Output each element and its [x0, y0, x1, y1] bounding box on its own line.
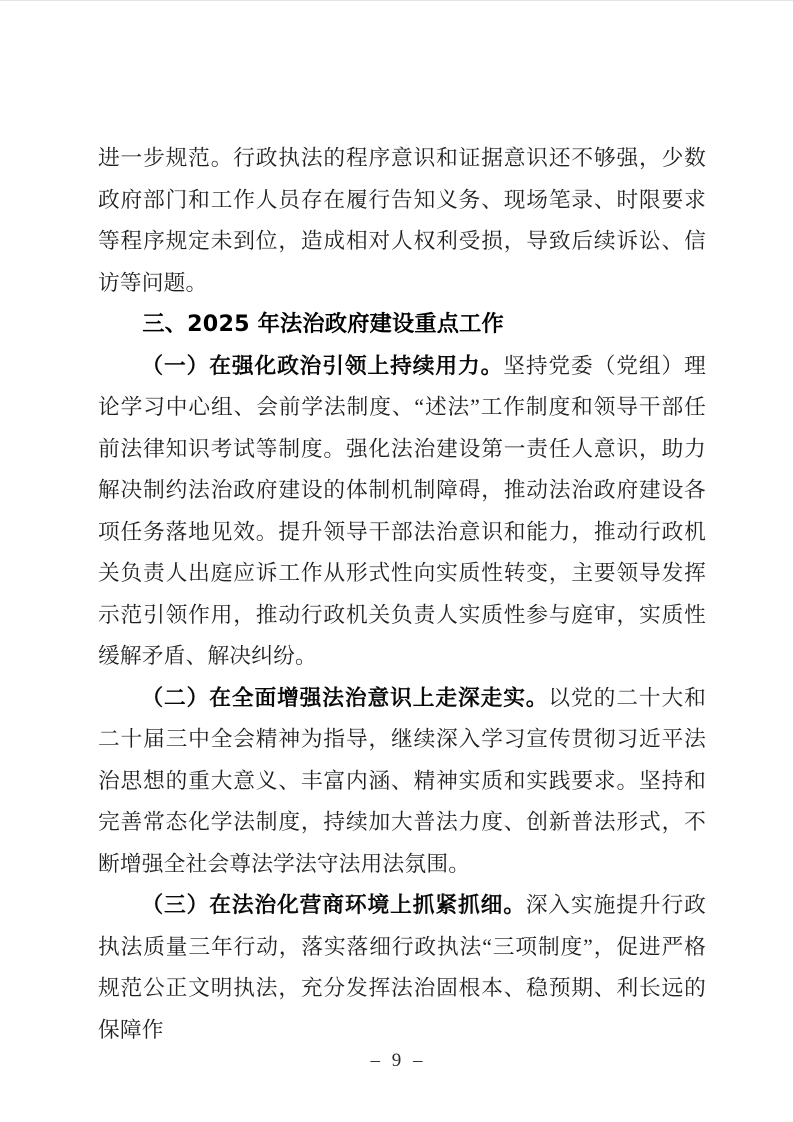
item-3-lead: （三）在法治化营商环境上抓紧抓细。: [141, 893, 526, 917]
item-2-text: 以党的二十大和二十届三中全会精神为指导，继续深入学习宣传贯彻习近平法治思想的重大意义、丰富内涵、精神实质和实践要求。坚持和完善常态化学法制度，持续加大普法力度、创新普法形式，不断增强全社会尊法学法守法用法氛围。: [98, 685, 706, 876]
paragraph-item-2: [98, 678, 706, 886]
item-1-lead: （一）在强化政治引领上持续用力。: [141, 353, 504, 378]
item-1-text: 坚持党委（党组）理论学习中心组、会前学法制度、“述法”工作制度和领导干部任前法律知识考试等制度。强化法治建设第一责任人意识，助力解决制约法治政府建设的体制机制障碍，推动法治政府建设各项任务落地见效。提升领导干部法治意识和能力，推动行政机关负责人出庭应诉工作从形式性向实质性转变，主要领导发挥示范引领作用，推动行政机关负责人实质性参与庭审，实质性缓解矛盾、解决纠纷。: [98, 353, 706, 668]
paragraph-item-1: [98, 346, 706, 678]
page-number: – 9 –: [370, 1050, 423, 1071]
item-3-text: 深入实施提升行政执法质量三年行动，落实落细行政执法“三项制度”，促进严格规范公正文明执法，充分发挥法治固根本、稳预期、利长远的保障作: [98, 893, 706, 1042]
paragraph-item-3: [98, 885, 706, 1051]
page-content: [98, 138, 706, 1051]
item-2-lead: （二）在全面增强法治意识上走深走实。: [141, 685, 549, 710]
paragraph-continuation: 进一步规范。行政执法的程序意识和证据意识还不够强，少数政府部门和工作人员存在履行告知义务、现场笔录、时限要求等程序规定未到位，造成相对人权利受损，导致后续诉讼、信访等问题。: [98, 146, 706, 295]
section-heading: 三、2025 年法治政府建设重点工作: [142, 311, 504, 337]
